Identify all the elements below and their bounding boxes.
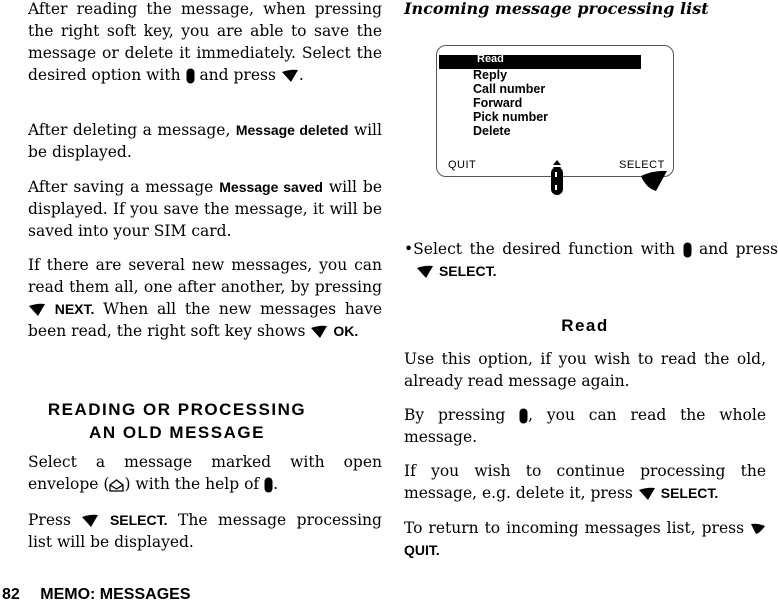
- scroll-key-button[interactable]: [550, 166, 564, 196]
- scroll-key-icon: [186, 68, 195, 84]
- read-heading: Read: [561, 316, 609, 335]
- section-heading-line-1: READING OR PROCESSING: [47, 400, 307, 419]
- bullet-marker: •: [404, 240, 414, 258]
- page-number: 82: [2, 586, 20, 603]
- menu-item-delete[interactable]: Delete: [473, 124, 511, 138]
- right-softkey-button[interactable]: [640, 170, 668, 192]
- footer-section-title: MEMO: MESSAGES: [40, 586, 191, 603]
- step-2-paragraph: After reading the message, when pressing the right soft key, you are able to save the message or delete it immediately. Select the desired option with and press .: [28, 0, 382, 84]
- right-softkey-icon: [281, 69, 299, 83]
- menu-item-read[interactable]: Read: [477, 53, 504, 65]
- menu-item-reply[interactable]: Reply: [473, 68, 508, 82]
- step-4-paragraph: After saving a message Message saved will be displayed. If you save the message, it will be saved into your SIM card.: [28, 178, 382, 240]
- select-softkey-label[interactable]: SELECT: [619, 159, 665, 171]
- phone-screen: [436, 45, 674, 177]
- menu-item-call-number[interactable]: Call number: [473, 82, 546, 96]
- read-paragraph-3: If you wish to continue processing the message, e.g. delete it, press SELECT.: [404, 462, 766, 502]
- right-softkey-icon: [638, 487, 656, 501]
- step-5-paragraph: If there are several new messages, you can read them all, one after another, by pressing NEXT. When all the new messages have been read, the right soft key shows OK.: [28, 256, 383, 340]
- page-footer: [2, 586, 190, 604]
- right-softkey-icon: [28, 303, 46, 317]
- read-paragraph-2: By pressing , you can read the whole message.: [404, 406, 766, 446]
- left-softkey-icon: [750, 523, 766, 535]
- bullet-paragraph: •Select the desired function with and press SELECT.: [404, 240, 778, 279]
- section-heading-line-2: AN OLD MESSAGE: [89, 423, 265, 442]
- step-3-paragraph: After deleting a message, Message deleted will be displayed.: [28, 121, 382, 161]
- open-envelope-icon: [109, 479, 124, 492]
- scroll-key-icon: [264, 477, 273, 493]
- menu-item-pick-number[interactable]: Pick number: [473, 110, 549, 124]
- read-paragraph-1: Use this option, if you wish to read the old, already read message again.: [404, 350, 766, 390]
- menu-item-forward[interactable]: Forward: [473, 96, 523, 110]
- old-step-2-paragraph: Press SELECT. The message processing list will be displayed.: [28, 511, 382, 551]
- quit-softkey-label[interactable]: QUIT: [448, 159, 477, 171]
- right-softkey-icon: [310, 325, 328, 339]
- menu-highlight-bar: [439, 55, 641, 69]
- scroll-key-icon: [683, 242, 692, 258]
- right-title: Incoming message processing list: [404, 0, 709, 18]
- old-step-1-paragraph: Select a message marked with open envelope ( ) with the help of .: [28, 453, 382, 493]
- right-softkey-icon: [81, 514, 99, 528]
- read-paragraph-4: To return to incoming messages list, press QUIT.: [404, 517, 766, 561]
- scroll-key-icon: [519, 408, 528, 424]
- right-softkey-icon: [416, 265, 434, 279]
